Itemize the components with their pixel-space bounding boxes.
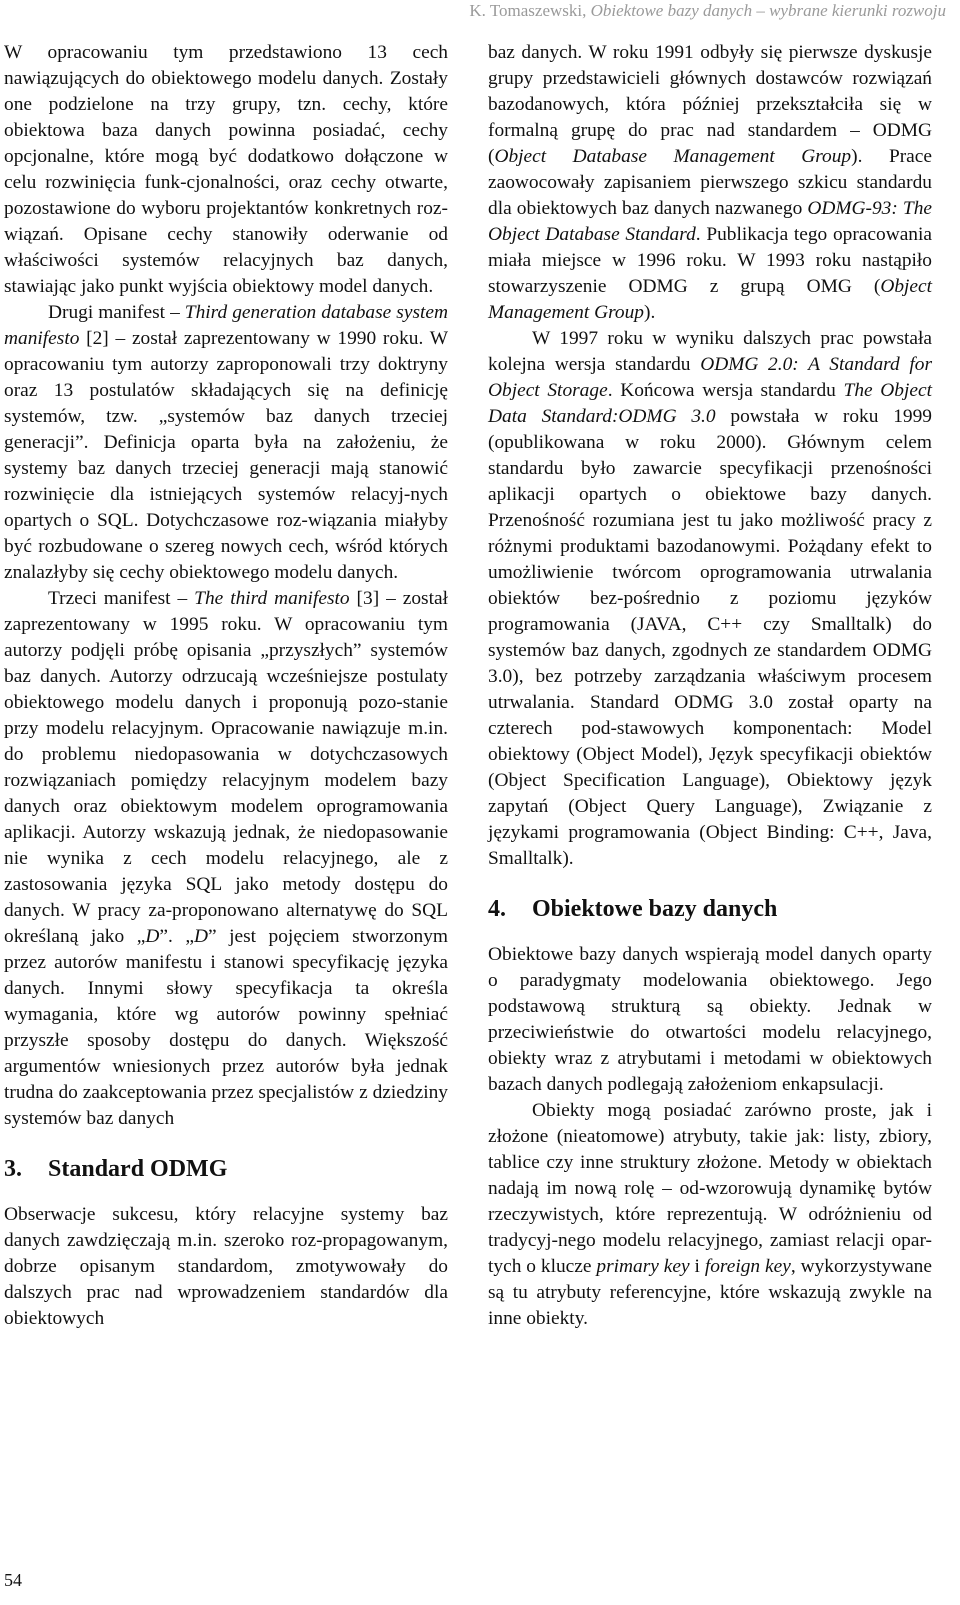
page-number: 54 bbox=[4, 1570, 22, 1590]
paragraph: W 1997 roku w wyniku dalszych prac powstała kolejna wersja standardu ODMG 2.0: A Standard for Object Storage. Końcowa wersja standardu The Object Data Standard:ODMG 3.0 powstała w roku 1999 (opublikowana w roku 2000). Głównym celem standardu było zawarcie specyfikacji przenośności aplikacji opartych o obiektowe bazy danych. Przenośność rozumiana jest tu jako możliwość pracy z różnymi produktami bazodanowymi. Pożądany efekt to umożliwienie twórcom oprogramowania utrwalania obiektów bez-pośrednio z poziomu języków programowania (JAVA, C++ czy Smalltalk) do systemów baz danych, zgodnych ze standardem ODMG 3.0), bez potrzeby zarządzania właściwym procesem utrwalania. Standard ODMG 3.0 został oparty na czterech pod-stawowych komponentach: Model obiektowy (Object Model), Język specyfikacji obiektów (Object Specification Language), Obiektowy język zapytań (Object Query Language), Związanie z językami programowania (Object Binding: C++, Java, Smalltalk). bbox=[488, 328, 933, 869]
section-heading: 3. Standard ODMG bbox=[4, 1156, 228, 1182]
paragraph: W opracowaniu tym przedstawiono 13 cech nawiązujących do obiektowego modelu danych. Zostały one podzielone na trzy grupy, tzn. cechy, które obiektowa baza danych powinna posiadać, cechy opcjonalne, które mogą być dodatkowo dołączone w celu rozwinięcia funk-cjonalności, oraz cechy otwarte, pozostawione do wyboru projektantów konkretnych roz-wiązań. Opisane cechy stanowiły oderwanie od właściwości systemów relacyjnych baz danych, stawiając jako punkt wyjścia obiektowy model danych. bbox=[4, 42, 448, 297]
paragraph: Trzeci manifest – The third manifesto [3] – został zaprezentowany w 1995 roku. W opracowaniu tym autorzy podjęli próbę opisania „przyszłych” systemów baz danych. Autorzy odrzucają wcześniejsze postulaty obiektowego modelu danych i proponują pozo-stanie przy modelu relacyjnym. Opracowanie nawiązuje m.in. do problemu niedopasowania w dotychczasowych rozwiązaniach pomiędzy relacyjnym modelem bazy danych oraz obiektowym modelem oprogramowania aplikacji. Autorzy wskazują jednak, że niedopasowanie nie wynika z cech modelu relacyjnego, ale z zastosowania języka SQL jako metody dostępu do danych. W pracy za-proponowano alternatywę do SQL określaną jako „D”. „D” jest pojęciem stworzonym przez autorów manifestu i stanowi specyfikację języka danych. Innymi słowy specyfikacja ta określa wymagania, które wg autorów powinny spełniać przyszłe sposoby dostępu do danych. Większość argumentów wniesionych przez autorów była jednak trudna do zaakceptowania przez specjalistów z dziedziny systemów baz danych bbox=[4, 588, 449, 1129]
header-author: K. Tomaszewski, bbox=[469, 1, 587, 20]
header-title: Obiektowe bazy danych – wybrane kierunki rozwoju bbox=[590, 1, 946, 20]
paragraph: baz danych. W roku 1991 odbyły się pierwsze dyskusje grupy przedstawicieli głównych dostawców rozwiązań bazodanowych, która później przekształciła się w formalną grupę do prac nad standardem – ODMG (Object Database Management Group). Prace zaowocowały zapisaniem pierwszego szkicu standardu dla obiektowych baz danych nazwanego ODMG-93: The Object Database Standard. Publikacja tego opracowania miała miejsce w 1996 roku. W 1993 roku nastąpiło stowarzyszenie ODMG z grupą OMG (Object Management Group). bbox=[488, 42, 933, 323]
left-column bbox=[4, 40, 448, 1332]
paragraph: Obserwacje sukcesu, który relacyjne systemy baz danych zawdzięczają m.in. szeroko roz-propagowanym, dobrze opisanym standardom, zmotywowały do dalszych prac nad wprowadzeniem standardów dla obiektowych bbox=[4, 1204, 448, 1329]
paragraph: Obiekty mogą posiadać zarówno proste, jak i złożone (nieatomowe) atrybuty, takie jak: listy, zbiory, tablice czy inne struktury złożone. Metody w obiektach nadają im nową rolę – od-wzorowują dynamikę bytów rzeczywistych, które reprezentują. W odróżnieniu od tradycyj-nego modelu relacyjnego, zamiast relacji opar-tych o klucze primary key i foreign key, wykorzystywane są tu atrybuty referencyjne, które wskazują zwykle na inne obiekty. bbox=[488, 1100, 932, 1329]
paragraph: Obiektowe bazy danych wspierają model danych oparty o paradygmaty modelowania obiektowego. Jego podstawową strukturą są obiekty. Jednak w przeciwieństwie do otwartości modelu relacyjnego, obiekty wraz z atrybutami i metodami w obiektowych bazach danych podlegają założeniom enkapsulacji. bbox=[488, 944, 932, 1095]
section-heading: 4. Obiektowe bazy danych bbox=[488, 896, 778, 922]
running-header bbox=[0, 0, 946, 22]
manifesto-title: The third manifesto bbox=[194, 588, 350, 609]
right-column bbox=[488, 40, 932, 1332]
manifesto-title: Third generation database system manifesto bbox=[4, 302, 448, 349]
paragraph: Drugi manifest – Third generation database system manifesto [2] – został zaprezentowany w 1990 roku. W opracowaniu tym autorzy zaproponowali trzy doktryny oraz 13 postulatów składających się na definicję systemów, tzw. „systemów baz danych trzeciej generacji”. Definicja oparta była na założeniu, że systemy baz danych trzeciej generacji mają stanowić rozwinięcie dla istniejących systemów relacyj-nych opartych o SQL. Dotychczasowe roz-wiązania miałyby być rozbudowane o szereg nowych cech, wśród których znalazłyby się cechy obiektowego modelu danych. bbox=[4, 302, 448, 583]
